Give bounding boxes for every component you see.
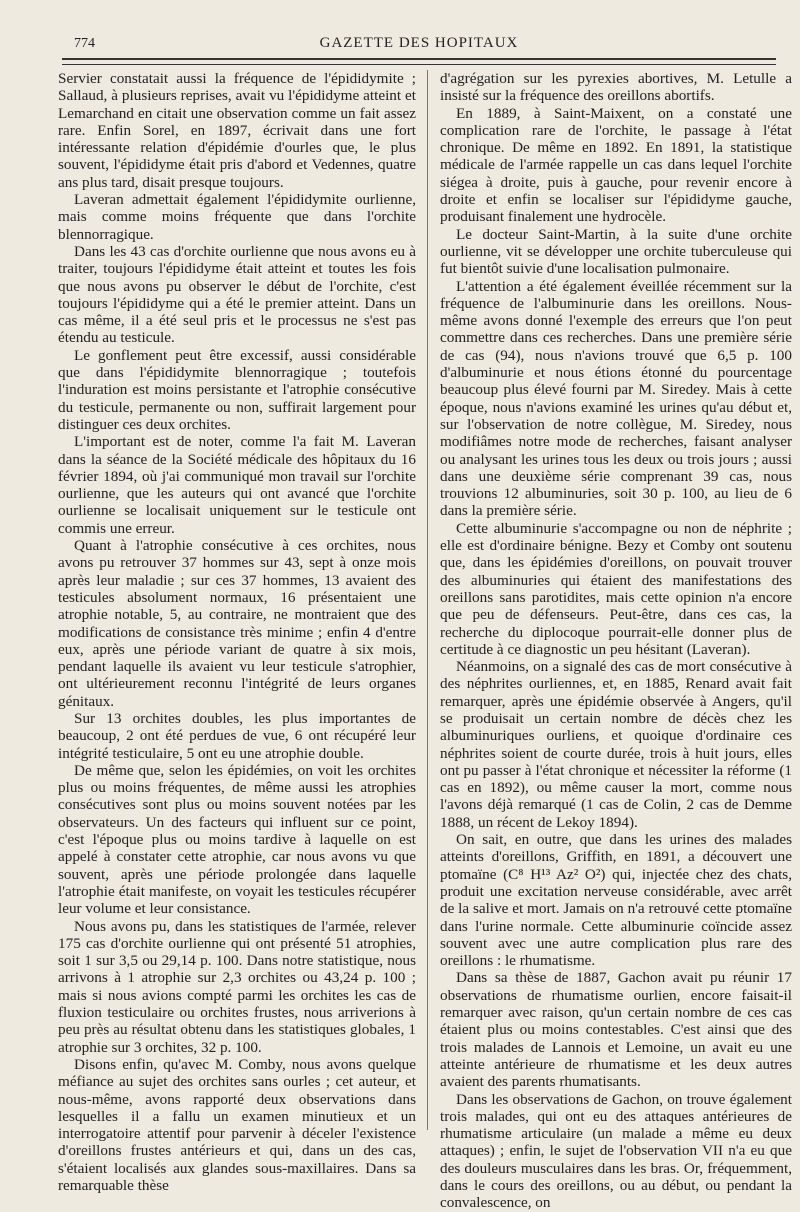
left-column	[58, 70, 416, 1194]
paragraph: Nous avons pu, dans les statistiques de l'armée, relever 175 cas d'orchite ourlienne qui ont présenté 51 atrophies, soit 1 sur 3,5 ou 29,14 p. 100. Dans notre statistique, nous arrivons à 1 atrophie sur 2,3 orchites ou 43,24 p. 100 ; mais si nous avions compté parmi les orchites les cas de fluxion testiculaire ou orchites frustes, nous arriverions à peu près au résultat obtenu dans les statistiques globales, 1 atrophie sur 3 orchites, 32 p. 100.	[58, 917, 416, 1056]
paragraph: L'important est de noter, comme l'a fait M. Laveran dans la séance de la Société médicale des hôpitaux du 16 février 1894, où j'ai communiqué mon travail sur l'orchite ourlienne, que les auteurs qui ont avancé que l'orchite ourlienne se localisait uniquement sur le testicule ont commis une erreur.	[58, 433, 416, 537]
running-title: GAZETTE DES HOPITAUX	[319, 35, 519, 51]
right-column	[440, 70, 792, 1212]
paragraph: Dans sa thèse de 1887, Gachon avait pu réunir 17 observations de rhumatisme ourlien, encore faisait-il remarquer avec raison, qu'un certain nombre de ces cas étaient plus ou moins contestables. C'est ainsi que des trois malades de Lannois et Lemoine, un avait eu une atteinte antérieure de rhumatisme et les deux autres avaient des parents rhumatisants.	[440, 969, 792, 1091]
paragraph: Laveran admettait également l'épididymite ourlienne, mais comme moins fréquente que dans l'orchite blennorragique.	[58, 191, 416, 243]
paragraph: Le docteur Saint-Martin, à la suite d'une orchite ourlienne, vit se développer une orchite tuberculeuse qui fut bientôt suivie d'une localisation pulmonaire.	[440, 225, 792, 278]
paragraph: Disons enfin, qu'avec M. Comby, nous avons quelque méfiance au sujet des orchites sans ourles ; cet auteur, et nous-même, avons rapporté deux observations dans lesquelles il a fallu un examen minutieux et un interrogatoire attentif pour parvenir à déceler l'existence d'oreillons frustes antérieurs et qui, dans un des cas, s'étaient localisés aux glandes sous-maxillaires. Dans sa remarquable thèse	[58, 1055, 416, 1194]
paragraph: L'attention a été également éveillée récemment sur la fréquence de l'albuminurie dans les oreillons. Nous-même avons donné l'exemple des erreurs que l'on peut commettre dans ces recherches. Dans une première série de cas (94), nous n'avions trouvé que 6,5 p. 100 d'albuminurie et nous étions étonné du pourcentage beaucoup plus élevé fourni par M. Siredey. Mais à cette époque, nous n'avions examiné les urines qu'au début et, sur l'observation de notre collègue, M. Siredey, nous modifiâmes notre mode de recherches, faisant analyser ou analysant les urines tous les deux ou trois jours ; aussi dans une deuxième série comprenant 39 cas, nous trouvions 12 albuminuries, soit 30 p. 100, au lieu de 6 dans la première série.	[440, 277, 792, 520]
page-number: 774	[74, 36, 95, 51]
header-rule	[62, 58, 776, 65]
paragraph: d'agrégation sur les pyrexies abortives, M. Letulle a insisté sur la fréquence des oreillons abortifs.	[440, 70, 792, 105]
paragraph: Sur 13 orchites doubles, les plus importantes de beaucoup, 2 ont été perdues de vue, 6 ont récupéré leur intégrité testiculaire, 5 ont eu une atrophie double.	[58, 709, 416, 762]
paragraph: Dans les observations de Gachon, on trouve également trois malades, qui ont eu des attaques antérieures de rhumatisme articulaire (un malade a même eu deux attaques) ; enfin, le sujet de l'observation VII n'a eu que des douleurs musculaires dans les bras. Or, fréquemment, dans le cours des oreillons, ou au début, ou pendant la convalescence, on	[440, 1090, 792, 1212]
paragraph: De même que, selon les épidémies, on voit les orchites plus ou moins fréquentes, de même aussi les atrophies consécutives sont plus ou moins souvent notées par les observateurs. Un des facteurs qui influent sur ce point, c'est l'époque plus ou moins tardive à laquelle on est appelé à constater cette atrophie, car nous avons vu que souvent, après une période prolongée dans laquelle l'atrophie était manifeste, on voyait les testicules récupérer leur volume et leur consistance.	[58, 761, 416, 918]
column-divider	[427, 70, 428, 1130]
paragraph: On sait, en outre, que dans les urines des malades atteints d'oreillons, Griffith, en 1891, a découvert une ptomaïne (C⁸ H¹³ Az² O²) qui, injectée chez des chats, produit une excitation nerveuse considérable, avec arrêt de la salive et mort. Jamais on n'a retrouvé cette ptomaïne dans l'urine normale. Cette albuminurie coïncide assez souvent avec une autre complication plus rare des oreillons : le rhumatisme.	[440, 831, 792, 970]
paragraph: Néanmoins, on a signalé des cas de mort consécutive à des néphrites ourliennes, et, en 1885, Renard avait fait remarquer, après une épidémie observée à Angers, qu'il se produisait un certain nombre de décès chez les albuminuriques ourliens, et quoique d'ordinaire ces néphrites soient de courte durée, trois à huit jours, elles ont pu passer à l'état chronique et nécessiter la réforme (1 cas en 1892), ou même causer la mort, comme nous l'avons déjà remarqué (1 cas de Colin, 2 cas de Demme 1888, un récent de Lekoy 1894).	[440, 658, 792, 831]
paragraph: En 1889, à Saint-Maixent, on a constaté une complication rare de l'orchite, le passage à l'état chronique. De même en 1892. En 1891, la statistique médicale de l'armée rappelle un cas dans lequel l'orchite siégea à droite, puis à gauche, pour revenir encore à droite et enfin se localiser sur l'épididyme gauche, produisant finalement une hydrocèle.	[440, 104, 792, 226]
page-header	[62, 30, 776, 58]
paragraph: Servier constatait aussi la fréquence de l'épididymite ; Sallaud, à plusieurs reprises, avait vu l'épididyme atteint et Lemarchand en citait une observation comme un fait assez rare. Enfin Sorel, en 1897, écrivait dans une fort intéressante relation d'épidémie d'ourles que, le plus souvent, l'épididyme était pris d'abord et Vedennes, quatre ans plus tard, disait presque toujours.	[58, 70, 416, 191]
paragraph: Dans les 43 cas d'orchite ourlienne que nous avons eu à traiter, toujours l'épididyme était atteint et toutes les fois que nous avons pu observer le début de l'orchite, c'est toujours l'épididyme qui a été le premier atteint. Dans un cas même, il a été seul pris et le processus ne s'est pas étendu au testicule.	[58, 242, 416, 347]
paragraph: Cette albuminurie s'accompagne ou non de néphrite ; elle est d'ordinaire bénigne. Bezy et Comby ont soutenu que, dans les épidémies d'oreillons, on pouvait trouver des albuminuries qui étaient des manifestations des oreillons sans parotidites, mais cette opinion n'a encore que peu de défenseurs. Peut-être, dans ces cas, la recherche du diplocoque pourrait-elle donner plus de certitude à ce diagnostic un peu hésitant (Laveran).	[440, 519, 792, 658]
paragraph: Le gonflement peut être excessif, aussi considérable que dans l'épididymite blennorragique ; toutefois l'induration est moins persistante et l'atrophie consécutive du testicule, permanente ou non, suffirait largement pour distinguer ces deux orchites.	[58, 346, 416, 433]
paragraph: Quant à l'atrophie consécutive à ces orchites, nous avons pu retrouver 37 hommes sur 43, sept à onze mois après leur maladie ; sur ces 37 hommes, 13 avaient des testicules absolument normaux, 16 présentaient une atrophie notable, 5, au contraire, ne montraient que des modifications de consistance très minime ; enfin 4 d'entre eux, après une période variant de quatre à six mois, pendant laquelle ils avaient vu leur testicule s'atrophier, ont ultérieurement reconnu l'intégrité de leurs organes génitaux.	[58, 537, 416, 710]
